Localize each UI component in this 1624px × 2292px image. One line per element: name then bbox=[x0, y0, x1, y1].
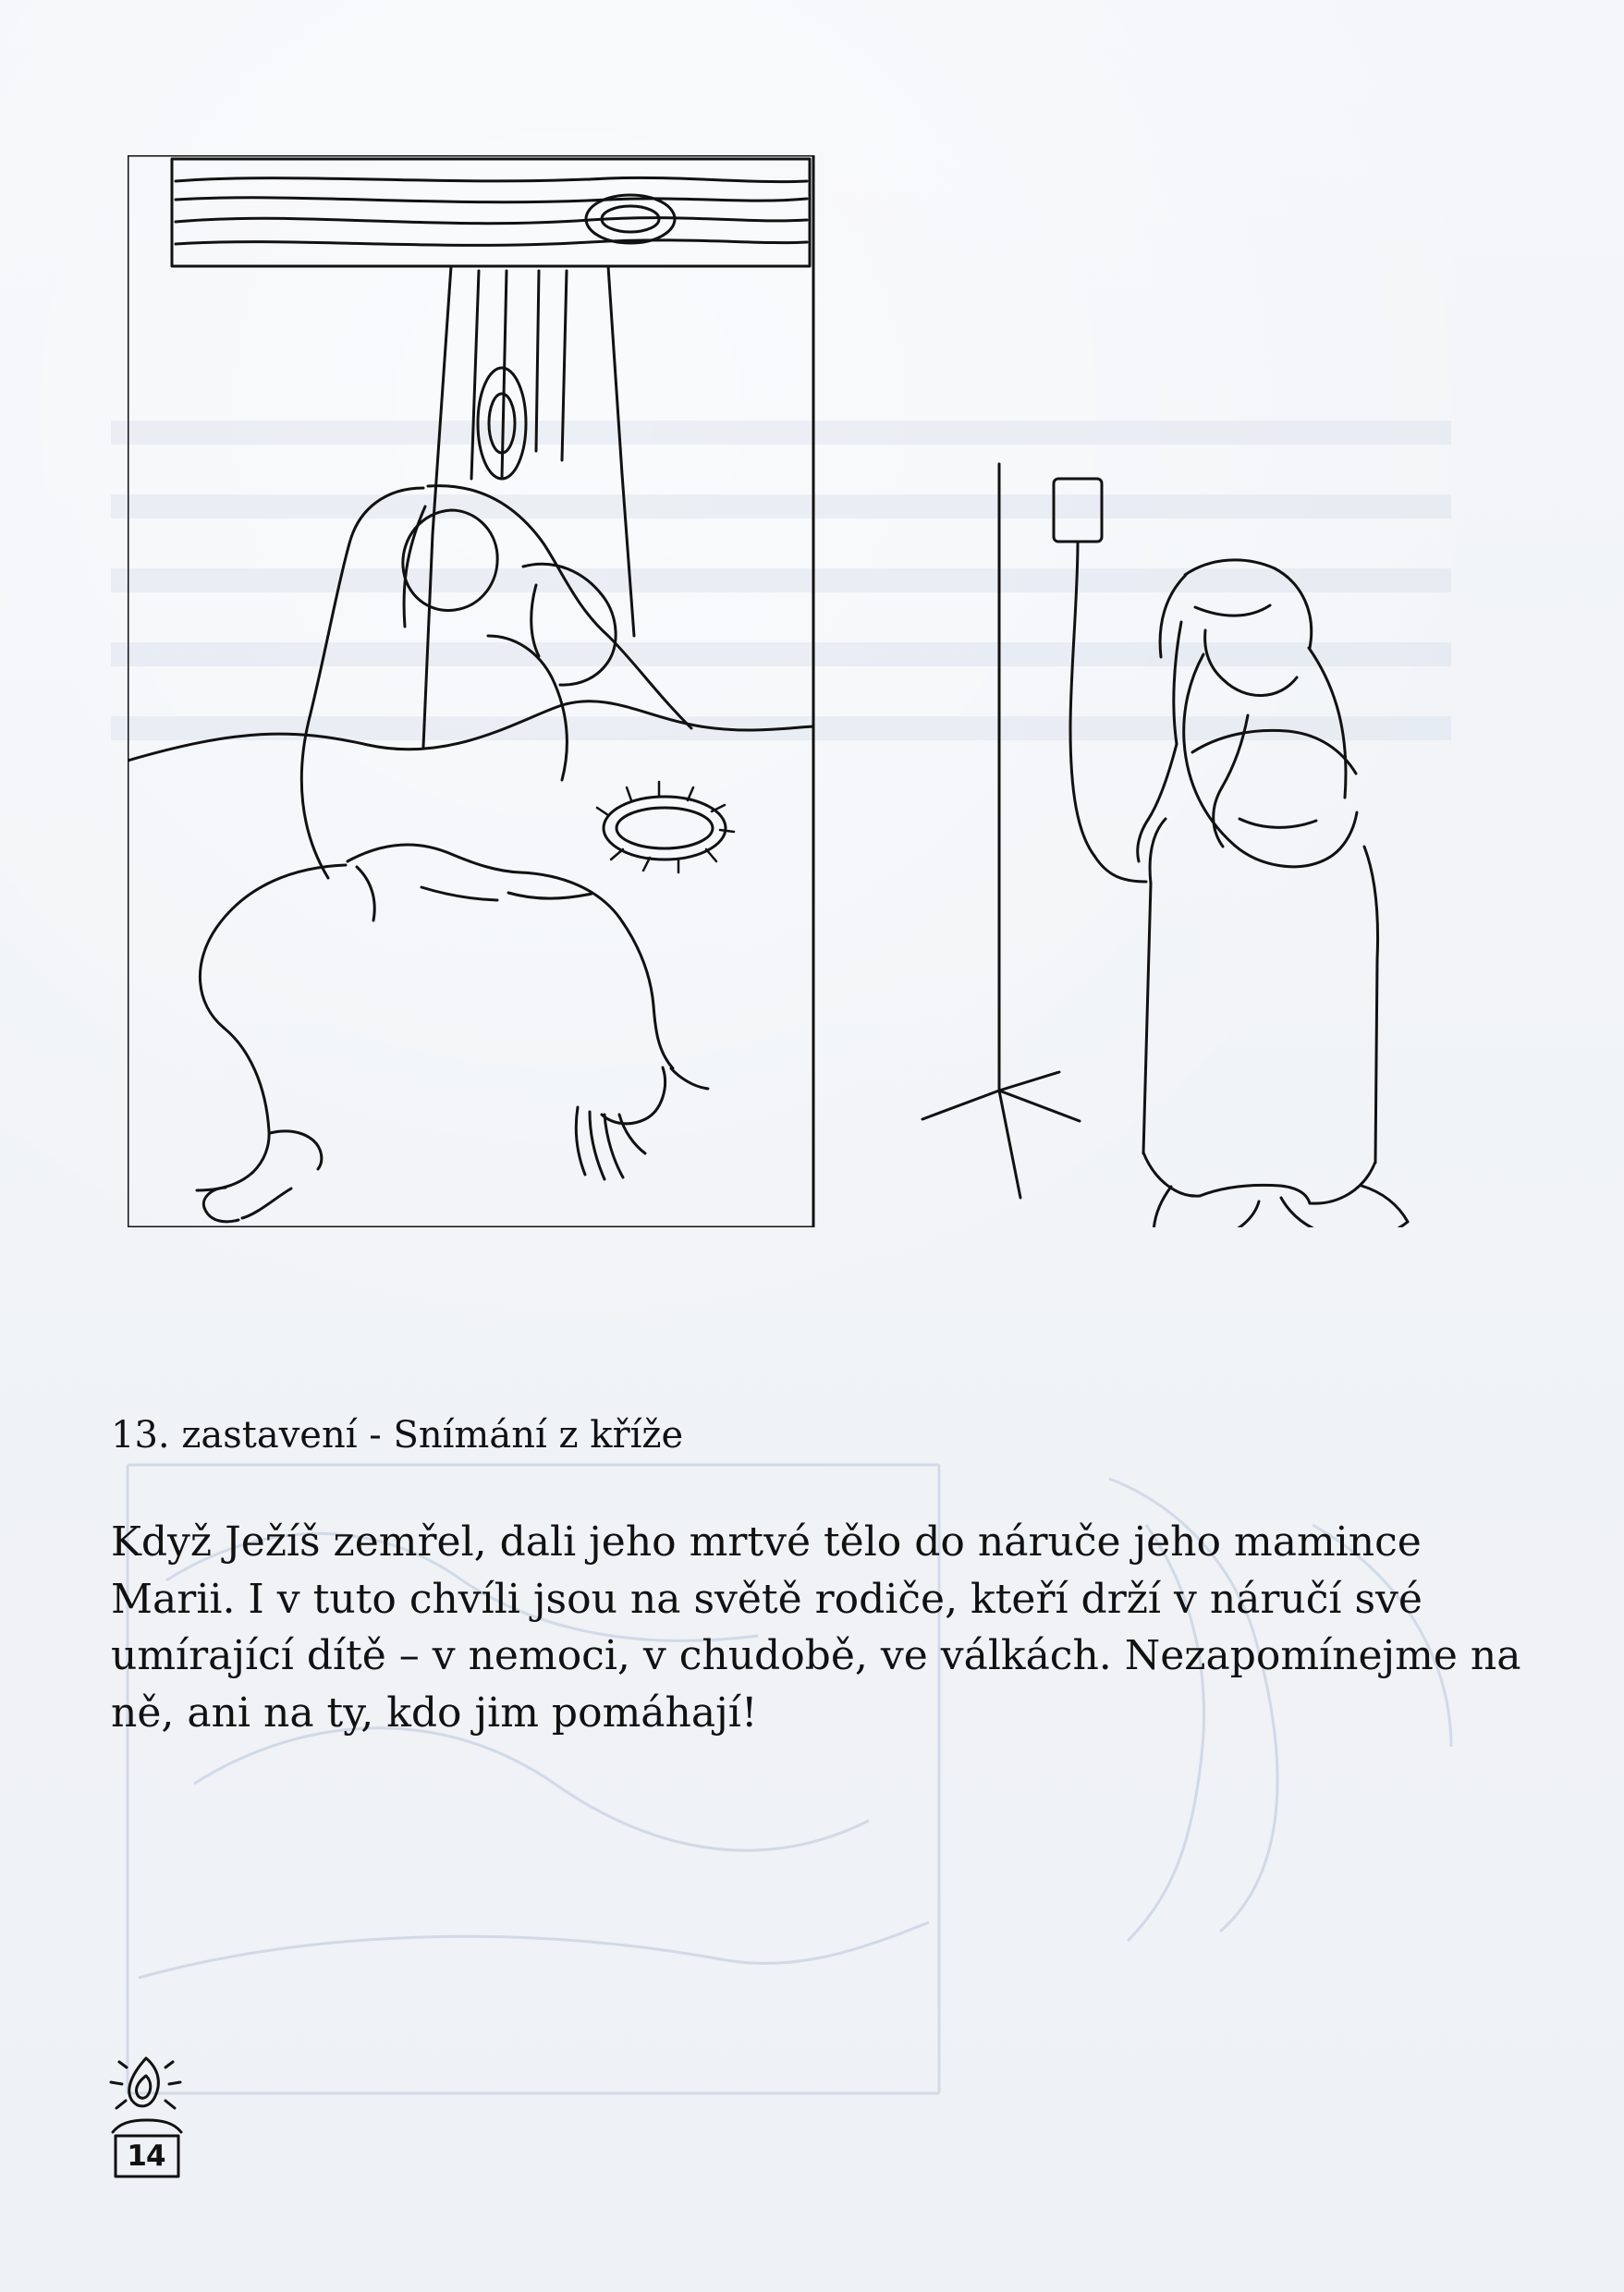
cross-post bbox=[423, 266, 634, 747]
cross-beam bbox=[172, 159, 810, 266]
left-scene-frame bbox=[128, 155, 813, 1227]
page-number: 14 bbox=[127, 2140, 165, 2173]
station-text: Když Ježíš zemřel, dali jeho mrtvé tělo do náruče jeho mamince Marii. I v tuto chvíli jsou na světě rodiče, kteří drží v náručí své umírající dítě – v nemoci, v chudobě, ve válkách. Nezapomínejme na ně, ani na ty, kdo jim pomáhají! bbox=[111, 1518, 1521, 1737]
page-text-block bbox=[111, 1414, 1534, 1741]
page-badge bbox=[104, 2047, 191, 2186]
station-heading: 13. zastavení - Snímání z kříže bbox=[111, 1414, 684, 1457]
illustration-group bbox=[128, 155, 1514, 1227]
right-scene bbox=[922, 464, 1408, 1227]
